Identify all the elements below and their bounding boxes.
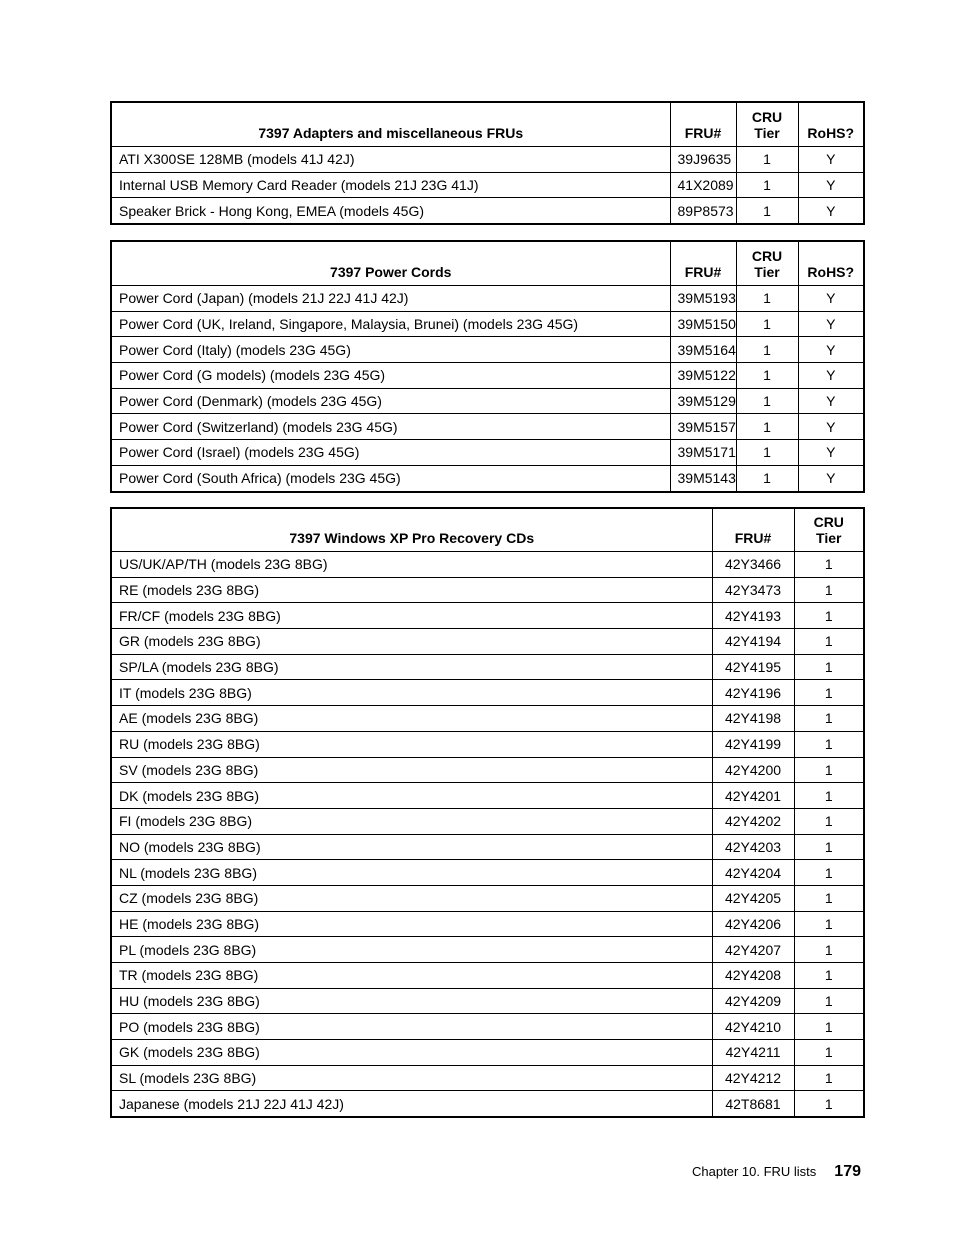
cell-rohs: Y (798, 286, 864, 312)
table-row (111, 629, 864, 655)
cell-fru-number: 42Y3466 (712, 552, 794, 578)
cell-fru-number: 42Y4201 (712, 783, 794, 809)
cell-description: RU (models 23G 8BG) (111, 731, 712, 757)
column-header-description: 7397 Adapters and miscellaneous FRUs (111, 102, 670, 147)
cell-fru-number: 42Y4209 (712, 988, 794, 1014)
table-row (111, 440, 864, 466)
cell-rohs: Y (798, 198, 864, 224)
cell-cru-tier: 1 (736, 198, 798, 224)
cell-description: GR (models 23G 8BG) (111, 629, 712, 655)
cell-cru-tier: 1 (794, 808, 864, 834)
cell-fru-number: 39M5143 (670, 465, 736, 491)
table-row (111, 988, 864, 1014)
cell-fru-number: 42Y3473 (712, 577, 794, 603)
column-header-description: 7397 Power Cords (111, 241, 670, 286)
cru-line-2: Tier (816, 530, 842, 546)
cell-rohs: Y (798, 388, 864, 414)
cell-fru-number: 42Y4193 (712, 603, 794, 629)
cell-fru-number: 42Y4195 (712, 654, 794, 680)
cell-cru-tier: 1 (794, 885, 864, 911)
cell-description: SP/LA (models 23G 8BG) (111, 654, 712, 680)
column-header-fru: FRU# (670, 102, 736, 147)
cell-description: DK (models 23G 8BG) (111, 783, 712, 809)
cell-fru-number: 42T8681 (712, 1091, 794, 1117)
table-row (111, 603, 864, 629)
table-row (111, 963, 864, 989)
table-row (111, 731, 864, 757)
cell-cru-tier: 1 (794, 552, 864, 578)
chapter-label: Chapter 10. FRU lists (692, 1164, 817, 1179)
cell-cru-tier: 1 (736, 465, 798, 491)
cell-fru-number: 42Y4207 (712, 937, 794, 963)
cru-line-2: Tier (754, 125, 780, 141)
cell-fru-number: 39J9635 (670, 147, 736, 173)
column-header-fru: FRU# (712, 508, 794, 552)
table-row (111, 198, 864, 224)
cell-fru-number: 42Y4206 (712, 911, 794, 937)
table-row (111, 552, 864, 578)
cell-cru-tier: 1 (794, 860, 864, 886)
cell-cru-tier: 1 (736, 172, 798, 198)
cell-cru-tier: 1 (736, 286, 798, 312)
cell-cru-tier: 1 (794, 1014, 864, 1040)
cell-description: Internal USB Memory Card Reader (models 21J 23G 41J) (111, 172, 670, 198)
cell-description: FR/CF (models 23G 8BG) (111, 603, 712, 629)
table-row (111, 465, 864, 491)
table-row (111, 808, 864, 834)
table-row (111, 414, 864, 440)
cell-description: FI (models 23G 8BG) (111, 808, 712, 834)
cell-fru-number: 42Y4196 (712, 680, 794, 706)
cell-cru-tier: 1 (794, 680, 864, 706)
cell-cru-tier: 1 (794, 577, 864, 603)
table-header-row (111, 508, 864, 552)
table-row (111, 911, 864, 937)
table-row (111, 388, 864, 414)
cell-description: Power Cord (Israel) (models 23G 45G) (111, 440, 670, 466)
cell-cru-tier: 1 (736, 147, 798, 173)
cell-cru-tier: 1 (736, 388, 798, 414)
column-header-rohs: RoHS? (798, 102, 864, 147)
table-header-row (111, 102, 864, 147)
table-row (111, 363, 864, 389)
cell-description: PO (models 23G 8BG) (111, 1014, 712, 1040)
cell-cru-tier: 1 (794, 603, 864, 629)
cell-fru-number: 39M5129 (670, 388, 736, 414)
cell-cru-tier: 1 (736, 440, 798, 466)
cell-cru-tier: 1 (794, 1065, 864, 1091)
table-row (111, 654, 864, 680)
cell-fru-number: 42Y4203 (712, 834, 794, 860)
cell-cru-tier: 1 (794, 988, 864, 1014)
cell-description: US/UK/AP/TH (models 23G 8BG) (111, 552, 712, 578)
column-header-cru-tier (736, 102, 798, 147)
cell-description: PL (models 23G 8BG) (111, 937, 712, 963)
page-number: 179 (834, 1163, 861, 1180)
cell-cru-tier: 1 (736, 414, 798, 440)
cell-description: Speaker Brick - Hong Kong, EMEA (models 45G) (111, 198, 670, 224)
cell-fru-number: 42Y4194 (712, 629, 794, 655)
cru-line-1: CRU (813, 514, 844, 530)
cell-cru-tier: 1 (794, 1091, 864, 1117)
table-row (111, 706, 864, 732)
column-header-description: 7397 Windows XP Pro Recovery CDs (111, 508, 712, 552)
table-row (111, 783, 864, 809)
cell-fru-number: 42Y4204 (712, 860, 794, 886)
cell-description: SL (models 23G 8BG) (111, 1065, 712, 1091)
cell-cru-tier: 1 (794, 654, 864, 680)
column-header-cru-tier (736, 241, 798, 286)
cru-line-2: Tier (754, 264, 780, 280)
cell-cru-tier: 1 (794, 911, 864, 937)
page-footer (692, 1163, 861, 1181)
column-header-cru-tier (794, 508, 864, 552)
table-row (111, 1091, 864, 1117)
cell-description: Power Cord (UK, Ireland, Singapore, Malaysia, Brunei) (models 23G 45G) (111, 311, 670, 337)
cell-description: NO (models 23G 8BG) (111, 834, 712, 860)
table-row (111, 680, 864, 706)
cell-rohs: Y (798, 363, 864, 389)
cell-rohs: Y (798, 337, 864, 363)
cell-cru-tier: 1 (736, 363, 798, 389)
table-row (111, 1065, 864, 1091)
table-row (111, 757, 864, 783)
table-row (111, 1040, 864, 1066)
cell-cru-tier: 1 (794, 783, 864, 809)
cell-description: GK (models 23G 8BG) (111, 1040, 712, 1066)
table-body (111, 552, 864, 1118)
cell-fru-number: 42Y4211 (712, 1040, 794, 1066)
cell-description: ATI X300SE 128MB (models 41J 42J) (111, 147, 670, 173)
table-row (111, 147, 864, 173)
table-row (111, 860, 864, 886)
table-row (111, 885, 864, 911)
cell-fru-number: 42Y4205 (712, 885, 794, 911)
table-header-row (111, 241, 864, 286)
cell-description: AE (models 23G 8BG) (111, 706, 712, 732)
cell-description: Power Cord (Switzerland) (models 23G 45G) (111, 414, 670, 440)
cell-description: NL (models 23G 8BG) (111, 860, 712, 886)
cell-description: Japanese (models 21J 22J 41J 42J) (111, 1091, 712, 1117)
cell-cru-tier: 1 (794, 629, 864, 655)
cell-fru-number: 39M5122 (670, 363, 736, 389)
cell-fru-number: 42Y4202 (712, 808, 794, 834)
cell-cru-tier: 1 (736, 311, 798, 337)
cell-fru-number: 39M5193 (670, 286, 736, 312)
table-row (111, 834, 864, 860)
table-row (111, 337, 864, 363)
cell-rohs: Y (798, 311, 864, 337)
column-header-rohs: RoHS? (798, 241, 864, 286)
cell-fru-number: 39M5164 (670, 337, 736, 363)
cell-fru-number: 41X2089 (670, 172, 736, 198)
cell-rohs: Y (798, 465, 864, 491)
cell-description: Power Cord (G models) (models 23G 45G) (111, 363, 670, 389)
cell-rohs: Y (798, 414, 864, 440)
cell-fru-number: 42Y4200 (712, 757, 794, 783)
power-cords-fru-table (110, 240, 865, 493)
table-body (111, 286, 864, 492)
table-row (111, 311, 864, 337)
cell-description: CZ (models 23G 8BG) (111, 885, 712, 911)
table-row (111, 937, 864, 963)
cell-description: HU (models 23G 8BG) (111, 988, 712, 1014)
table-row (111, 286, 864, 312)
cell-rohs: Y (798, 440, 864, 466)
column-header-fru: FRU# (670, 241, 736, 286)
recovery-cds-fru-table (110, 507, 865, 1118)
cell-fru-number: 39M5157 (670, 414, 736, 440)
cell-description: TR (models 23G 8BG) (111, 963, 712, 989)
table-body (111, 147, 864, 225)
table-row (111, 1014, 864, 1040)
adapters-fru-table (110, 101, 865, 225)
table-row (111, 172, 864, 198)
cell-description: RE (models 23G 8BG) (111, 577, 712, 603)
cell-fru-number: 42Y4199 (712, 731, 794, 757)
cell-description: HE (models 23G 8BG) (111, 911, 712, 937)
cell-cru-tier: 1 (794, 834, 864, 860)
cru-line-1: CRU (751, 248, 783, 264)
cell-fru-number: 39M5171 (670, 440, 736, 466)
cell-fru-number: 42Y4210 (712, 1014, 794, 1040)
cell-fru-number: 39M5150 (670, 311, 736, 337)
cell-cru-tier: 1 (794, 731, 864, 757)
cell-rohs: Y (798, 172, 864, 198)
cell-fru-number: 42Y4198 (712, 706, 794, 732)
cru-line-1: CRU (751, 109, 783, 125)
cell-cru-tier: 1 (736, 337, 798, 363)
cell-description: IT (models 23G 8BG) (111, 680, 712, 706)
cell-description: Power Cord (South Africa) (models 23G 45G) (111, 465, 670, 491)
cell-cru-tier: 1 (794, 963, 864, 989)
cell-fru-number: 42Y4212 (712, 1065, 794, 1091)
cell-cru-tier: 1 (794, 706, 864, 732)
cell-rohs: Y (798, 147, 864, 173)
cell-description: Power Cord (Japan) (models 21J 22J 41J 42J) (111, 286, 670, 312)
cell-description: SV (models 23G 8BG) (111, 757, 712, 783)
table-row (111, 577, 864, 603)
cell-description: Power Cord (Denmark) (models 23G 45G) (111, 388, 670, 414)
cell-cru-tier: 1 (794, 937, 864, 963)
cell-cru-tier: 1 (794, 757, 864, 783)
cell-cru-tier: 1 (794, 1040, 864, 1066)
cell-description: Power Cord (Italy) (models 23G 45G) (111, 337, 670, 363)
cell-fru-number: 89P8573 (670, 198, 736, 224)
cell-fru-number: 42Y4208 (712, 963, 794, 989)
